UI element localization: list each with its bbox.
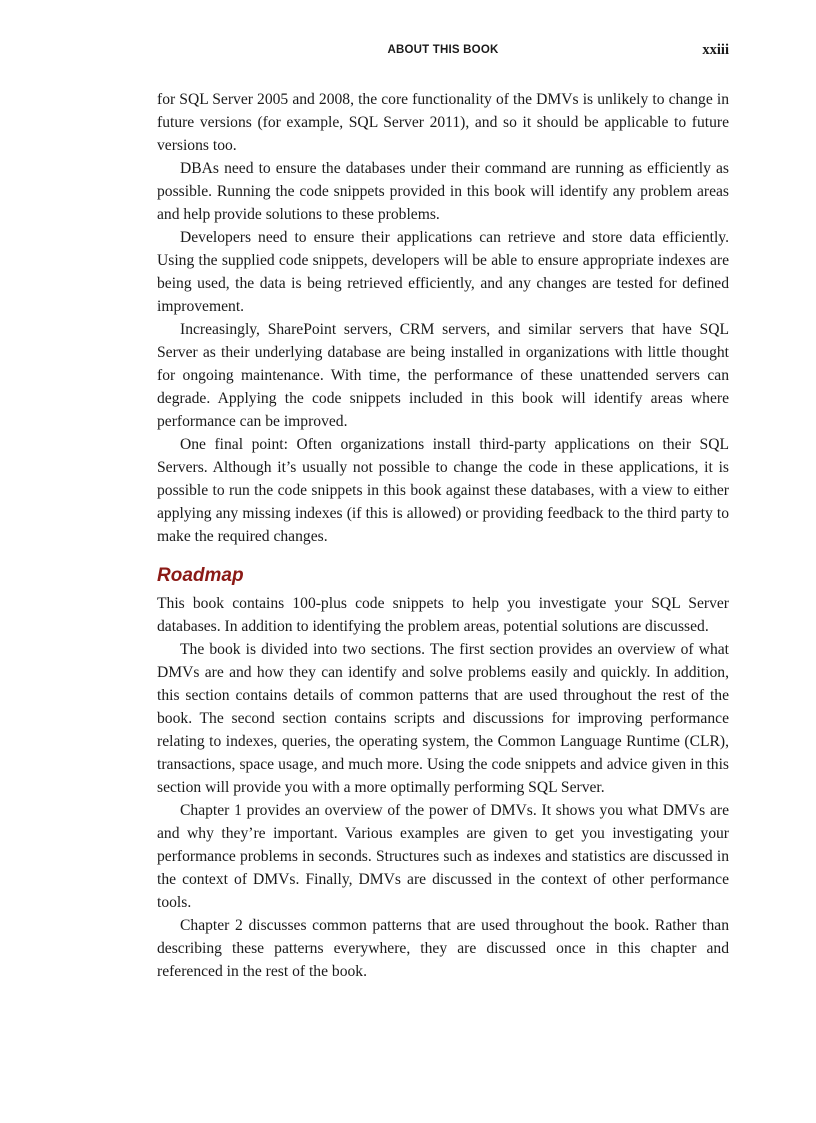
page-number: xxiii xyxy=(702,42,729,58)
paragraph-dbas: DBAs need to ensure the databases under their command are running as efficiently as possible. Running the code snippets provided in this book will identify any problem areas and help provide solutions to these problems. xyxy=(157,160,729,223)
paragraph-roadmap-intro: This book contains 100-plus code snippets to help you investigate your SQL Server databases. In addition to identifying the problem areas, potential solutions are discussed. xyxy=(157,595,729,635)
paragraph-sharepoint: Increasingly, SharePoint servers, CRM servers, and similar servers that have SQL Server as their underlying database are being installed in organizations with little thought for ongoing maintenance. With time, the performance of these unattended servers can degrade. Applying the code snippets included in this book will identify areas where performance can be improved. xyxy=(157,321,729,430)
section-heading-roadmap: Roadmap xyxy=(157,565,244,586)
body-text xyxy=(157,88,729,983)
paragraph-developers: Developers need to ensure their applications can retrieve and store data efficiently. Using the supplied code snippets, developers will be able to ensure appropriate indexes are being used, the data is being retrieved efficiently, and any changes are tested for defined improvement. xyxy=(157,229,729,315)
paragraph-chapter-1: Chapter 1 provides an overview of the power of DMVs. It shows you what DMVs are and why they’re important. Various examples are given to get you investigating your performance problems in seconds. Structures such as indexes and statistics are discussed in the context of DMVs. Finally, DMVs are discussed in the context of other performance tools. xyxy=(157,802,729,911)
paragraph-two-sections: The book is divided into two sections. The first section provides an overview of what DMVs are and how they can identify and solve problems easily and quickly. In addition, this section contains details of common patterns that are used throughout the rest of the book. The second section contains scripts and discussions for improving performance relating to indexes, queries, the operating system, the Common Language Runtime (CLR), transactions, space usage, and much more. Using the code snippets and advice given in this section will provide you with a more optimally performing SQL Server. xyxy=(157,641,729,796)
paragraph-chapter-2: Chapter 2 discusses common patterns that are used throughout the book. Rather than describing these patterns everywhere, they are discussed once in this chapter and referenced in the rest of the book. xyxy=(157,917,729,980)
paragraph-continued: for SQL Server 2005 and 2008, the core functionality of the DMVs is unlikely to change in future versions (for example, SQL Server 2011), and so it should be applicable to future versions too. xyxy=(157,91,729,154)
running-title: ABOUT THIS BOOK xyxy=(387,44,499,56)
paragraph-final-point: One final point: Often organizations install third-party applications on their SQL Servers. Although it’s usually not possible to change the code in these applications, it is possible to run the code snippets in this book against these databases, with a view to either applying any missing indexes (if this is allowed) or providing feedback to the third party to make the required changes. xyxy=(157,436,729,545)
running-head xyxy=(157,42,729,62)
